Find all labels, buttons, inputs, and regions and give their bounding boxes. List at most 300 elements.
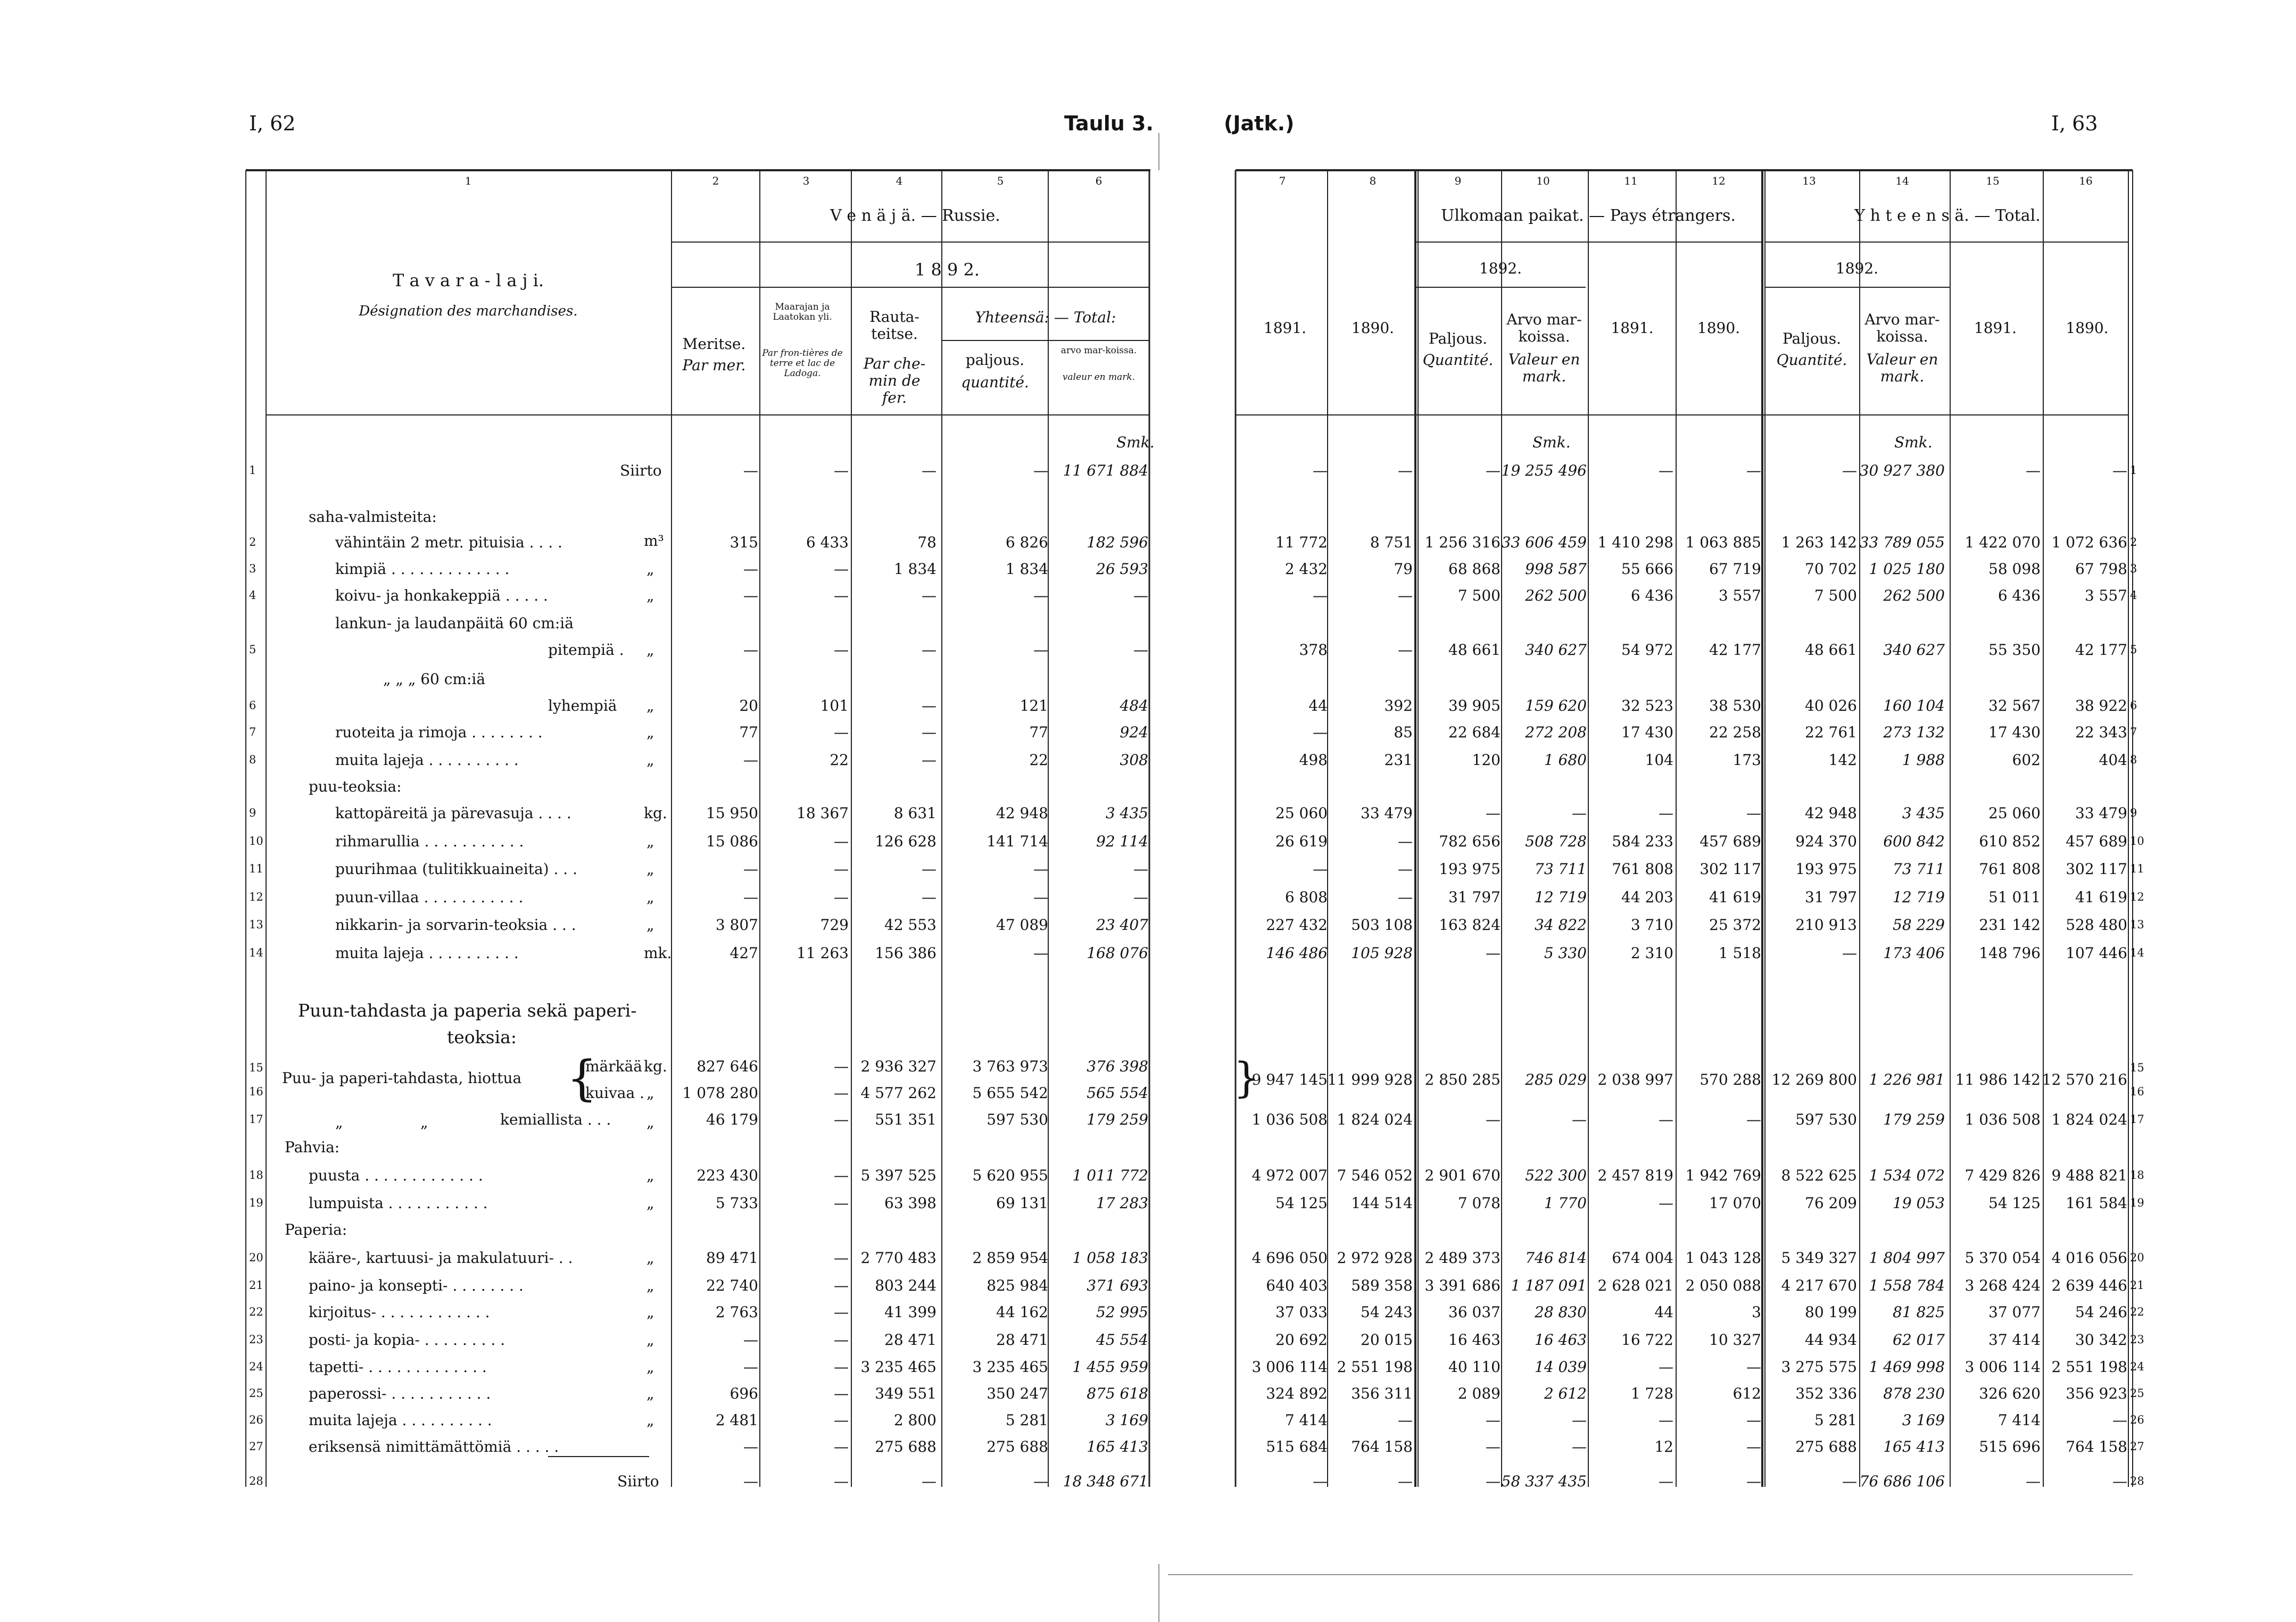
- cell-r23-c16: 30 342: [2075, 1331, 2127, 1349]
- cell-r6-c12: 38 530: [1709, 697, 1761, 714]
- label-r5a: lankun- ja laudanpäitä 60 cm:iä: [335, 614, 574, 632]
- cell-r19-c8: 144 514: [1351, 1194, 1413, 1212]
- continued-label: (Jatk.): [1224, 112, 1295, 135]
- cell-r26-c14: 3 169: [1902, 1411, 1945, 1429]
- cell-r23-c15: 37 414: [1988, 1331, 2041, 1349]
- cell-r20-c13: 5 349 327: [1781, 1249, 1857, 1267]
- label-r5b: pitempiä .: [548, 641, 624, 659]
- cell-r24-c2: —: [743, 1358, 758, 1376]
- cell-r11-c10: 73 711: [1535, 860, 1587, 878]
- cell-r22-c6: 52 995: [1096, 1303, 1148, 1321]
- cell-r13-c4: 42 553: [884, 916, 936, 934]
- cell-r24-c8: 2 551 198: [1337, 1358, 1413, 1376]
- ditto-r26: „: [646, 1411, 654, 1429]
- cell-r19-c3: —: [834, 1194, 849, 1212]
- cell-r20-c6: 1 058 183: [1072, 1249, 1148, 1267]
- cell-r5-c2: —: [743, 641, 758, 659]
- cell-r14-c4: 156 386: [875, 944, 936, 962]
- cell-r17-c14: 179 259: [1883, 1111, 1945, 1128]
- cell-r4-c14: 262 500: [1883, 587, 1945, 604]
- cell-r7-c11: 17 430: [1621, 723, 1673, 741]
- cell-r24-c9: 40 110: [1448, 1358, 1501, 1376]
- cell-r14-c14: 173 406: [1883, 944, 1945, 962]
- cell-r3-c9: 68 868: [1448, 560, 1501, 578]
- cell-r3-c8: 79: [1394, 560, 1413, 578]
- cell-r21-c9: 3 391 686: [1424, 1277, 1501, 1294]
- cell-r21-c10: 1 187 091: [1511, 1277, 1587, 1294]
- ditto-r13: „: [646, 916, 654, 934]
- label-r2: vähintäin 2 metr. pituisia . . . .: [335, 534, 562, 551]
- ulk-1890: 1890.: [1351, 319, 1395, 337]
- label-r23: posti- ja kopia- . . . . . . . . .: [309, 1331, 505, 1349]
- cell-r11-c14: 73 711: [1893, 860, 1945, 878]
- cell-r26-c13: 5 281: [1814, 1411, 1857, 1429]
- cell-r12-c3: —: [834, 888, 849, 906]
- label-r24: tapetti- . . . . . . . . . . . . .: [309, 1358, 487, 1376]
- cell-r15-c2: 827 646: [697, 1058, 758, 1075]
- cell-r18-c11: 2 457 819: [1597, 1167, 1673, 1184]
- cell-r6-c16: 38 922: [2075, 697, 2127, 714]
- cell-r28-c9: —: [1486, 1473, 1501, 1490]
- cell-r11-c11: 761 808: [1612, 860, 1673, 878]
- cell-r21-c8: 589 358: [1351, 1277, 1413, 1294]
- cell-r13-c10: 34 822: [1535, 916, 1587, 934]
- cell-r12-c13: 31 797: [1805, 888, 1857, 906]
- ditto-r20: „: [646, 1249, 654, 1267]
- cell-r19-c5: 69 131: [996, 1194, 1048, 1212]
- cell-r9-c10: —: [1572, 804, 1587, 822]
- cell-r24-c5: 3 235 465: [972, 1358, 1048, 1376]
- row-number-r-8: 8: [2130, 753, 2137, 766]
- year-ulkomaan: 1892.: [1479, 260, 1522, 277]
- unit-mk: mk.: [644, 944, 672, 962]
- cell-r24-c10: 14 039: [1535, 1358, 1587, 1376]
- cell-r10-c8: —: [1398, 833, 1413, 850]
- cell-r4-c10: 262 500: [1525, 587, 1587, 604]
- cell-r4-c5: —: [1033, 587, 1048, 604]
- ditto-r19: „: [646, 1194, 654, 1212]
- cell-r21-c5: 825 984: [987, 1277, 1048, 1294]
- cell-r21-c15: 3 268 424: [1965, 1277, 2041, 1294]
- cell-r28-c8: —: [1398, 1473, 1413, 1490]
- row-number-r-3: 3: [2130, 562, 2137, 575]
- cell-r26-c11: —: [1659, 1411, 1673, 1429]
- cell-r23-c4: 28 471: [884, 1331, 936, 1349]
- cell-r3-c6: 26 593: [1096, 560, 1148, 578]
- cell-r17-c8: 1 824 024: [1337, 1111, 1413, 1128]
- cell-r24-c3: —: [834, 1358, 849, 1376]
- cell-r19-c15: 54 125: [1988, 1194, 2041, 1212]
- cell-r17-c12: —: [1746, 1111, 1761, 1128]
- cell-r27-c10: —: [1572, 1438, 1587, 1455]
- cell-r14-c2: 427: [730, 944, 758, 962]
- row-number-l-12: 12: [249, 891, 263, 903]
- cell-r22-c16: 54 246: [2075, 1303, 2127, 1321]
- cell-r4-c2: —: [743, 587, 758, 604]
- cell-r14-c11: 2 310: [1630, 944, 1673, 962]
- cell-r8-c13: 142: [1828, 751, 1857, 769]
- cell-r5-c11: 54 972: [1621, 641, 1673, 659]
- row-number-l-4: 4: [249, 589, 256, 602]
- row-number-r-7: 7: [2130, 726, 2137, 738]
- cell-r3-c12: 67 719: [1709, 560, 1761, 578]
- label-r6b: lyhempiä: [548, 697, 617, 714]
- row-number-l-11: 11: [249, 862, 263, 875]
- cell-r11-c7: —: [1313, 860, 1328, 878]
- cell-r15-c5: 3 763 973: [972, 1058, 1048, 1075]
- cell-r23-c5: 28 471: [996, 1331, 1048, 1349]
- ditto-r23: „: [646, 1331, 654, 1349]
- cell-r21-c16: 2 639 446: [2051, 1277, 2127, 1294]
- cell-r24-c16: 2 551 198: [2051, 1358, 2127, 1376]
- cell-r27-c8: 764 158: [1351, 1438, 1413, 1455]
- column-number-4: 4: [896, 174, 903, 187]
- cell-r9-c4: 8 631: [893, 804, 936, 822]
- cell-r17-c7: 1 036 508: [1251, 1111, 1328, 1128]
- cell-r28-c3: —: [834, 1473, 849, 1490]
- cell-r15-16-c10: 285 029: [1525, 1071, 1587, 1088]
- ditto-r12: „: [646, 888, 654, 906]
- cell-r8-c15: 602: [2012, 751, 2041, 769]
- cell-r2-c8: 8 751: [1370, 534, 1413, 551]
- cell-r27-c12: —: [1746, 1438, 1761, 1455]
- cell-r4-c3: —: [834, 587, 849, 604]
- cell-r25-c14: 878 230: [1883, 1385, 1945, 1402]
- cell-r2-c10: 33 606 459: [1501, 534, 1587, 551]
- row-number-l-20: 20: [249, 1251, 263, 1264]
- cell-r1-c2: —: [743, 462, 758, 479]
- cell-r6-c5: 121: [1019, 697, 1048, 714]
- cell-r3-c4: 1 834: [893, 560, 936, 578]
- cell-r2-c13: 1 263 142: [1781, 534, 1857, 551]
- cell-r11-c2: —: [743, 860, 758, 878]
- cell-r7-c9: 22 684: [1448, 723, 1501, 741]
- cell-r13-c14: 58 229: [1893, 916, 1945, 934]
- cell-r1-c16: —: [2112, 462, 2127, 479]
- cell-r27-c2: —: [743, 1438, 758, 1455]
- cell-r27-c9: —: [1486, 1438, 1501, 1455]
- cell-r14-c10: 5 330: [1544, 944, 1587, 962]
- cell-r10-c5: 141 714: [987, 833, 1048, 850]
- cell-r9-c15: 25 060: [1988, 804, 2041, 822]
- cell-r23-c11: 16 722: [1621, 1331, 1673, 1349]
- cell-r10-c4: 126 628: [875, 833, 936, 850]
- cell-r5-c14: 340 627: [1883, 641, 1945, 659]
- row-number-r-26: 26: [2130, 1413, 2144, 1426]
- ulk-arvo: Arvo mar-koissa.: [1506, 311, 1582, 345]
- cell-r10-c2: 15 086: [706, 833, 758, 850]
- label-puuntahd1: Puun-tahdasta ja paperia sekä paperi-: [298, 1000, 637, 1021]
- cell-r4-c12: 3 557: [1718, 587, 1761, 604]
- row-number-l-2: 2: [249, 536, 256, 548]
- cell-r1-c15: —: [2026, 462, 2041, 479]
- cell-r25-c2: 696: [730, 1385, 758, 1402]
- column-number-9: 9: [1454, 174, 1462, 187]
- cell-r1-c4: —: [922, 462, 936, 479]
- cell-r7-c15: 17 430: [1988, 723, 2041, 741]
- row-number-r-24: 24: [2130, 1360, 2144, 1373]
- cell-r17-c4: 551 351: [875, 1111, 936, 1128]
- cell-r26-c6: 3 169: [1105, 1411, 1148, 1429]
- cell-r10-c6: 92 114: [1096, 833, 1148, 850]
- cell-r27-c3: —: [834, 1438, 849, 1455]
- cell-r23-c9: 16 463: [1448, 1331, 1501, 1349]
- label-saha: saha-valmisteita:: [309, 508, 437, 526]
- cell-r9-c9: —: [1486, 804, 1501, 822]
- cell-r6-c6: 484: [1120, 697, 1148, 714]
- cell-r10-c13: 924 370: [1795, 833, 1857, 850]
- label-r26: muita lajeja . . . . . . . . . .: [309, 1411, 492, 1429]
- cell-r20-c2: 89 471: [706, 1249, 758, 1267]
- cell-r26-c12: —: [1746, 1411, 1761, 1429]
- brace-15-16: {: [567, 1051, 598, 1107]
- cell-r17-c13: 597 530: [1795, 1111, 1857, 1128]
- cell-r1-c14: 30 927 380: [1859, 462, 1945, 479]
- cell-r2-c3: 6 433: [806, 534, 849, 551]
- ditto-r3: „: [646, 560, 654, 578]
- row-number-l-15: 15: [249, 1061, 263, 1074]
- cell-r1-c11: —: [1659, 462, 1673, 479]
- ditto-r16: „: [646, 1084, 654, 1102]
- cell-r12-c4: —: [922, 888, 936, 906]
- cell-r12-c12: 41 619: [1709, 888, 1761, 906]
- cell-r28-c11: —: [1659, 1473, 1673, 1490]
- cell-r1-c3: —: [834, 462, 849, 479]
- cell-r7-c12: 22 258: [1709, 723, 1761, 741]
- cell-r26-c5: 5 281: [1005, 1411, 1048, 1429]
- ditto-r21: „: [646, 1277, 654, 1294]
- column-number-12: 12: [1712, 174, 1726, 187]
- cell-r25-c11: 1 728: [1630, 1385, 1673, 1402]
- cell-r25-c12: 612: [1733, 1385, 1761, 1402]
- row-number-l-24: 24: [249, 1360, 263, 1373]
- cell-r27-c5: 275 688: [987, 1438, 1048, 1455]
- cell-r15-16-c7: 9 947 145: [1251, 1071, 1328, 1088]
- cell-r10-c7: 26 619: [1275, 833, 1328, 850]
- cell-r14-c13: —: [1842, 944, 1857, 962]
- cell-r11-c12: 302 117: [1700, 860, 1761, 878]
- row-number-r-16: 16: [2130, 1085, 2144, 1098]
- cell-r8-c4: —: [922, 751, 936, 769]
- cell-r22-c9: 36 037: [1448, 1303, 1501, 1321]
- label-r9: kattopäreitä ja pärevasuja . . . .: [335, 804, 571, 822]
- row-number-l-5: 5: [249, 643, 256, 656]
- cell-r26-c7: 7 414: [1284, 1411, 1328, 1429]
- cell-r22-c3: —: [834, 1303, 849, 1321]
- cell-r5-c4: —: [922, 641, 936, 659]
- cell-r12-c8: —: [1398, 888, 1413, 906]
- cell-r26-c10: —: [1572, 1411, 1587, 1429]
- yhteensa-total: Yhteensä: — Total:: [975, 309, 1116, 326]
- cell-r3-c15: 58 098: [1988, 560, 2041, 578]
- cell-r20-c5: 2 859 954: [972, 1249, 1048, 1267]
- cell-r6-c9: 39 905: [1448, 697, 1501, 714]
- cell-r18-c6: 1 011 772: [1072, 1167, 1148, 1184]
- cell-r9-c6: 3 435: [1105, 804, 1148, 822]
- cell-r28-c7: —: [1313, 1473, 1328, 1490]
- cell-r22-c4: 41 399: [884, 1303, 936, 1321]
- column-number-13: 13: [1802, 174, 1816, 187]
- group-header-venaja: V e n ä j ä. — Russie.: [830, 206, 1000, 225]
- cell-r7-c13: 22 761: [1805, 723, 1857, 741]
- cell-r24-c14: 1 469 998: [1869, 1358, 1945, 1376]
- cell-r18-c8: 7 546 052: [1337, 1167, 1413, 1184]
- table-title: Taulu 3.: [1064, 112, 1154, 135]
- row-number-r-14: 14: [2130, 946, 2144, 959]
- cell-r18-c15: 7 429 826: [1965, 1167, 2041, 1184]
- cell-r10-c9: 782 656: [1439, 833, 1501, 850]
- cell-r8-c10: 1 680: [1544, 751, 1587, 769]
- cell-r7-c4: —: [922, 723, 936, 741]
- cell-r5-c7: 378: [1299, 641, 1328, 659]
- cell-r26-c8: —: [1398, 1411, 1413, 1429]
- cell-r9-c3: 18 367: [797, 804, 849, 822]
- cell-r25-c16: 356 923: [2066, 1385, 2127, 1402]
- cell-r4-c6: —: [1133, 587, 1148, 604]
- label-r16b: kuivaa .: [585, 1084, 644, 1102]
- cell-r21-c2: 22 740: [706, 1277, 758, 1294]
- cell-r10-c16: 457 689: [2066, 833, 2127, 850]
- cell-r28-c16: —: [2112, 1473, 2127, 1490]
- cell-r24-c13: 3 275 575: [1781, 1358, 1857, 1376]
- row-number-r-17: 17: [2130, 1113, 2144, 1126]
- cell-r3-c11: 55 666: [1621, 560, 1673, 578]
- cell-r8-c2: —: [743, 751, 758, 769]
- ditto-r8: „: [646, 751, 654, 769]
- cell-r24-c15: 3 006 114: [1965, 1358, 2041, 1376]
- row-number-l-17: 17: [249, 1113, 263, 1126]
- cell-r6-c11: 32 523: [1621, 697, 1673, 714]
- cell-r14-c5: —: [1033, 944, 1048, 962]
- cell-r26-c4: 2 800: [893, 1411, 936, 1429]
- row-number-l-18: 18: [249, 1169, 263, 1182]
- cell-r6-c2: 20: [739, 697, 758, 714]
- col1-header-fi: T a v a r a - l a j i.: [392, 270, 544, 290]
- cell-r12-c11: 44 203: [1621, 888, 1673, 906]
- cell-r27-c7: 515 684: [1266, 1438, 1328, 1455]
- cell-r14-c3: 11 263: [797, 944, 849, 962]
- cell-r13-c8: 503 108: [1351, 916, 1413, 934]
- page-number-right: I, 63: [2051, 112, 2098, 135]
- row-number-l-23: 23: [249, 1333, 263, 1346]
- row-number-r-6: 6: [2130, 699, 2137, 712]
- column-number-11: 11: [1624, 174, 1638, 187]
- row-number-r-12: 12: [2130, 891, 2144, 903]
- cell-r6-c4: —: [922, 697, 936, 714]
- cell-r19-c12: 17 070: [1709, 1194, 1761, 1212]
- cell-r19-c10: 1 770: [1544, 1194, 1587, 1212]
- cell-r12-c7: 6 808: [1284, 888, 1328, 906]
- cell-r15-16-c9: 2 850 285: [1424, 1071, 1501, 1088]
- cell-r13-c6: 23 407: [1096, 916, 1148, 934]
- label-r27: eriksensä nimittämättömiä . . . . .: [309, 1438, 559, 1455]
- cell-r15-c4: 2 936 327: [860, 1058, 936, 1075]
- cell-r13-c16: 528 480: [2066, 916, 2127, 934]
- cell-r9-c2: 15 950: [706, 804, 758, 822]
- row-number-r-23: 23: [2130, 1333, 2144, 1346]
- cell-r7-c10: 272 208: [1525, 723, 1587, 741]
- cell-r8-c11: 104: [1645, 751, 1673, 769]
- cell-r2-c16: 1 072 636: [2051, 534, 2127, 551]
- cell-r22-c10: 28 830: [1535, 1303, 1587, 1321]
- ditto-r18: „: [646, 1167, 654, 1184]
- cell-r7-c16: 22 343: [2075, 723, 2127, 741]
- row-number-l-7: 7: [249, 726, 256, 738]
- cell-r21-c3: —: [834, 1277, 849, 1294]
- row-number-l-1: 1: [249, 464, 256, 477]
- cell-r23-c13: 44 934: [1805, 1331, 1857, 1349]
- cell-r24-c11: —: [1659, 1358, 1673, 1376]
- cell-r7-c6: 924: [1120, 723, 1148, 741]
- cell-r14-c15: 148 796: [1979, 944, 2041, 962]
- maarajan-fi: Maarajan ja Laatokan yli.: [773, 302, 832, 322]
- ditto-r6: „: [646, 697, 654, 714]
- unit-smk-yhteensa: Smk.: [1894, 434, 1933, 451]
- cell-r15-16-c15: 11 986 142: [1955, 1071, 2041, 1088]
- cell-r9-c5: 42 948: [996, 804, 1048, 822]
- cell-r12-c10: 12 719: [1535, 888, 1587, 906]
- cell-r8-c5: 22: [1029, 751, 1048, 769]
- column-number-8: 8: [1369, 174, 1377, 187]
- cell-r12-c9: 31 797: [1448, 888, 1501, 906]
- cell-r26-c15: 7 414: [1997, 1411, 2041, 1429]
- cell-r24-c4: 3 235 465: [860, 1358, 936, 1376]
- cell-r15-16-c12: 570 288: [1700, 1071, 1761, 1088]
- cell-r14-c7: 146 486: [1266, 944, 1328, 962]
- unit-m3: m³: [644, 532, 664, 550]
- cell-r25-c6: 875 618: [1087, 1385, 1148, 1402]
- cell-r22-c5: 44 162: [996, 1303, 1048, 1321]
- cell-r17-c11: —: [1659, 1111, 1673, 1128]
- cell-r18-c3: —: [834, 1167, 849, 1184]
- ditto-r22: „: [646, 1303, 654, 1321]
- cell-r8-c9: 120: [1472, 751, 1501, 769]
- quantite-small: quantité.: [961, 373, 1029, 391]
- cell-r21-c12: 2 050 088: [1685, 1277, 1761, 1294]
- cell-r12-c14: 12 719: [1893, 888, 1945, 906]
- cell-r21-c13: 4 217 670: [1781, 1277, 1857, 1294]
- cell-r13-c13: 210 913: [1795, 916, 1857, 934]
- cell-r7-c2: 77: [739, 723, 758, 741]
- cell-r22-c7: 37 033: [1275, 1303, 1328, 1321]
- row-number-l-26: 26: [249, 1413, 263, 1426]
- cell-r4-c13: 7 500: [1814, 587, 1857, 604]
- column-number-7: 7: [1279, 174, 1286, 187]
- page-number-left: I, 62: [249, 112, 296, 135]
- cell-r1-c5: —: [1033, 462, 1048, 479]
- cell-r12-c16: 41 619: [2075, 888, 2127, 906]
- cell-r2-c5: 6 826: [1005, 534, 1048, 551]
- cell-r14-c8: 105 928: [1351, 944, 1413, 962]
- ulk-quantite: Quantité.: [1422, 351, 1494, 369]
- column-number-2: 2: [712, 174, 719, 187]
- cell-r13-c9: 163 824: [1439, 916, 1501, 934]
- unit-smk-ulkomaan: Smk.: [1532, 434, 1571, 451]
- cell-r7-c5: 77: [1029, 723, 1048, 741]
- cell-r15-16-c13: 12 269 800: [1771, 1071, 1857, 1088]
- column-number-5: 5: [997, 174, 1004, 187]
- cell-r27-c16: 764 158: [2066, 1438, 2127, 1455]
- group-header-yhteensa: Y h t e e n s ä. — Total.: [1854, 206, 2041, 225]
- cell-r1-c13: —: [1842, 462, 1857, 479]
- cell-r11-c4: —: [922, 860, 936, 878]
- label-r20: kääre-, kartuusi- ja makulatuuri- . .: [309, 1249, 573, 1267]
- cell-r5-c6: —: [1133, 641, 1148, 659]
- row-number-l-6: 6: [249, 699, 256, 712]
- row-number-l-16: 16: [249, 1085, 263, 1098]
- label-r11: puurihmaa (tulitikkuaineita) . . .: [335, 860, 577, 878]
- cell-r11-c3: —: [834, 860, 849, 878]
